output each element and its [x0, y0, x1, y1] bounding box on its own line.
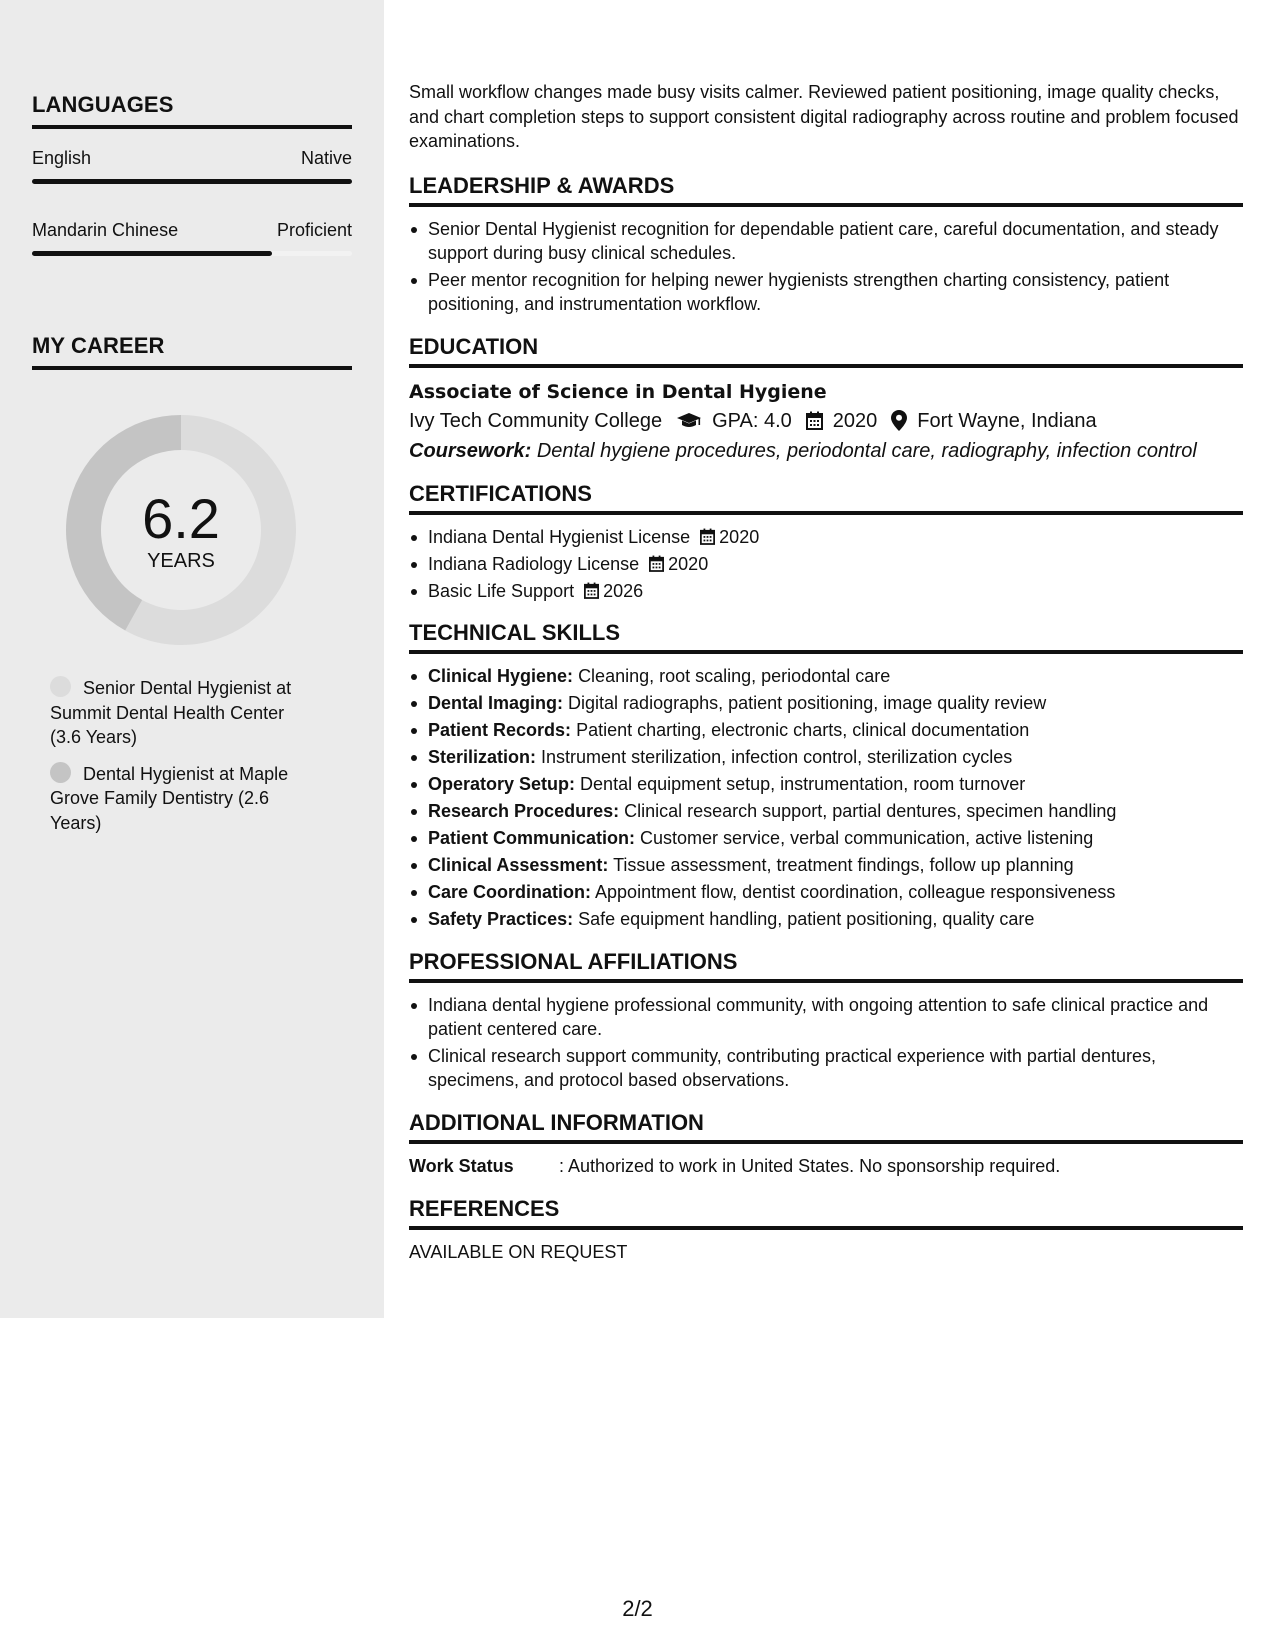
work-status-value: : Authorized to work in United States. No sponsorship required. [559, 1155, 1061, 1176]
skill-label: Patient Communication: [428, 828, 636, 848]
education-gpa: GPA: 4.0 [712, 409, 792, 432]
language-row [32, 220, 352, 241]
certification-name: Basic Life Support [428, 580, 575, 601]
career-donut-chart [66, 415, 296, 645]
skill-text: Digital radiographs, patient positioning, image quality review [568, 693, 1047, 713]
language-name: Mandarin Chinese [32, 220, 179, 240]
coursework-text: Dental hygiene procedures, periodontal care, radiography, infection control [536, 439, 1197, 462]
skill-label: Operatory Setup: [428, 774, 576, 794]
list-item [409, 525, 1243, 550]
work-status-label: Work Status [409, 1155, 514, 1176]
skill-text: Dental equipment setup, instrumentation, room turnover [580, 774, 1026, 794]
calendar-icon [700, 528, 715, 545]
list-item [409, 718, 1243, 743]
list-item [409, 826, 1243, 851]
certifications-heading: CERTIFICATIONS [409, 480, 1243, 515]
languages-section [32, 92, 352, 256]
page-number: 2/2 [622, 1596, 653, 1621]
list-item [409, 664, 1243, 689]
education-school: Ivy Tech Community College [409, 409, 663, 432]
skills-heading: TECHNICAL SKILLS [409, 619, 1243, 654]
skill-label: Clinical Hygiene: [428, 666, 574, 686]
career-legend-item [50, 676, 320, 750]
career-section [32, 333, 352, 370]
language-bar-fill [32, 251, 272, 256]
list-item [409, 552, 1243, 577]
skill-label: Safety Practices: [428, 909, 574, 929]
certification-name: Indiana Dental Hygienist License [428, 526, 691, 547]
education-details [409, 406, 1243, 436]
list-item [409, 691, 1243, 716]
language-level: Proficient [276, 220, 352, 240]
calendar-icon [806, 411, 823, 430]
leadership-heading: LEADERSHIP & AWARDS [409, 172, 1243, 207]
language-bar [32, 179, 352, 184]
skills-list [409, 664, 1243, 932]
language-bar [32, 251, 352, 256]
skill-text: Customer service, verbal communication, active listening [640, 828, 1094, 848]
skill-text: Tissue assessment, treatment findings, follow up planning [613, 855, 1074, 875]
career-years-unit: YEARS [147, 550, 215, 572]
location-pin-icon [891, 410, 907, 431]
list-item [409, 853, 1243, 878]
career-total-years: 6.2 [142, 487, 220, 550]
references-heading: REFERENCES [409, 1195, 1243, 1230]
certification-year: 2026 [603, 580, 644, 601]
legend-dot-icon [50, 762, 71, 783]
list-item [409, 745, 1243, 770]
language-level: Native [300, 148, 352, 168]
education-year: 2020 [832, 409, 878, 432]
skill-text: Cleaning, root scaling, periodontal care [578, 666, 891, 686]
calendar-icon [649, 555, 664, 572]
skill-label: Research Procedures: [428, 801, 620, 821]
experience-continuation-text: Small workflow changes made busy visits calmer. Reviewed patient positioning, image quality checks, and chart completion steps to support consistent digital radiography across routine and problem focused examinations. [409, 82, 1239, 151]
language-name: English [32, 148, 92, 168]
skill-label: Patient Records: [428, 720, 572, 740]
skill-label: Dental Imaging: [428, 693, 564, 713]
affiliations-list [409, 993, 1243, 1093]
career-heading: MY CAREER [32, 333, 352, 370]
list-item [409, 799, 1243, 824]
language-row [32, 148, 352, 169]
references-text: AVAILABLE ON REQUEST [409, 1242, 628, 1262]
language-bar-fill [32, 179, 352, 184]
graduation-cap-icon [676, 412, 702, 430]
list-item: Senior Dental Hygienist recognition for dependable patient care, careful documentation, and steady support during busy clinical schedules. [409, 217, 1243, 266]
additional-info-heading: ADDITIONAL INFORMATION [409, 1109, 1243, 1144]
coursework-label: Coursework: [409, 439, 532, 462]
list-item [409, 772, 1243, 797]
education-heading: EDUCATION [409, 333, 1243, 368]
sidebar [0, 0, 384, 1318]
list-item: Clinical research support community, contributing practical experience with partial dentures, specimens, and protocol based observations. [409, 1044, 1243, 1093]
list-item [409, 907, 1243, 932]
certification-name: Indiana Radiology License [428, 553, 640, 574]
education-coursework [409, 436, 1243, 466]
career-legend-label: Dental Hygienist at Maple Grove Family Dentistry (2.6 Years) [50, 763, 289, 833]
list-item: Indiana dental hygiene professional community, with ongoing attention to safe clinical practice and patient centered care. [409, 993, 1243, 1042]
skill-text: Appointment flow, dentist coordination, colleague responsiveness [595, 882, 1116, 902]
certification-year: 2020 [668, 553, 709, 574]
skill-label: Care Coordination: [428, 882, 592, 902]
education-degree: Associate of Science in Dental Hygiene [409, 380, 827, 403]
certifications-list [409, 525, 1243, 604]
skill-text: Safe equipment handling, patient positioning, quality care [578, 909, 1035, 929]
skill-label: Clinical Assessment: [428, 855, 609, 875]
legend-dot-icon [50, 676, 71, 697]
list-item [409, 579, 1243, 604]
list-item [409, 880, 1243, 905]
education-location: Fort Wayne, Indiana [917, 409, 1097, 432]
career-legend-label: Senior Dental Hygienist at Summit Dental Health Center (3.6 Years) [50, 678, 292, 747]
calendar-icon [584, 582, 599, 599]
certification-year: 2020 [719, 526, 760, 547]
languages-heading: LANGUAGES [32, 92, 352, 129]
skill-label: Sterilization: [428, 747, 537, 767]
affiliations-heading: PROFESSIONAL AFFILIATIONS [409, 948, 1243, 983]
skill-text: Instrument sterilization, infection control, sterilization cycles [541, 747, 1013, 767]
career-legend [50, 676, 320, 847]
list-item: Peer mentor recognition for helping newer hygienists strengthen charting consistency, patient positioning, and instrumentation workflow. [409, 268, 1243, 317]
main-content [409, 80, 1243, 1265]
career-legend-item [50, 762, 320, 836]
skill-text: Patient charting, electronic charts, clinical documentation [576, 720, 1030, 740]
leadership-list [409, 217, 1243, 317]
work-status-row [409, 1154, 1243, 1179]
skill-text: Clinical research support, partial dentures, specimen handling [624, 801, 1117, 821]
